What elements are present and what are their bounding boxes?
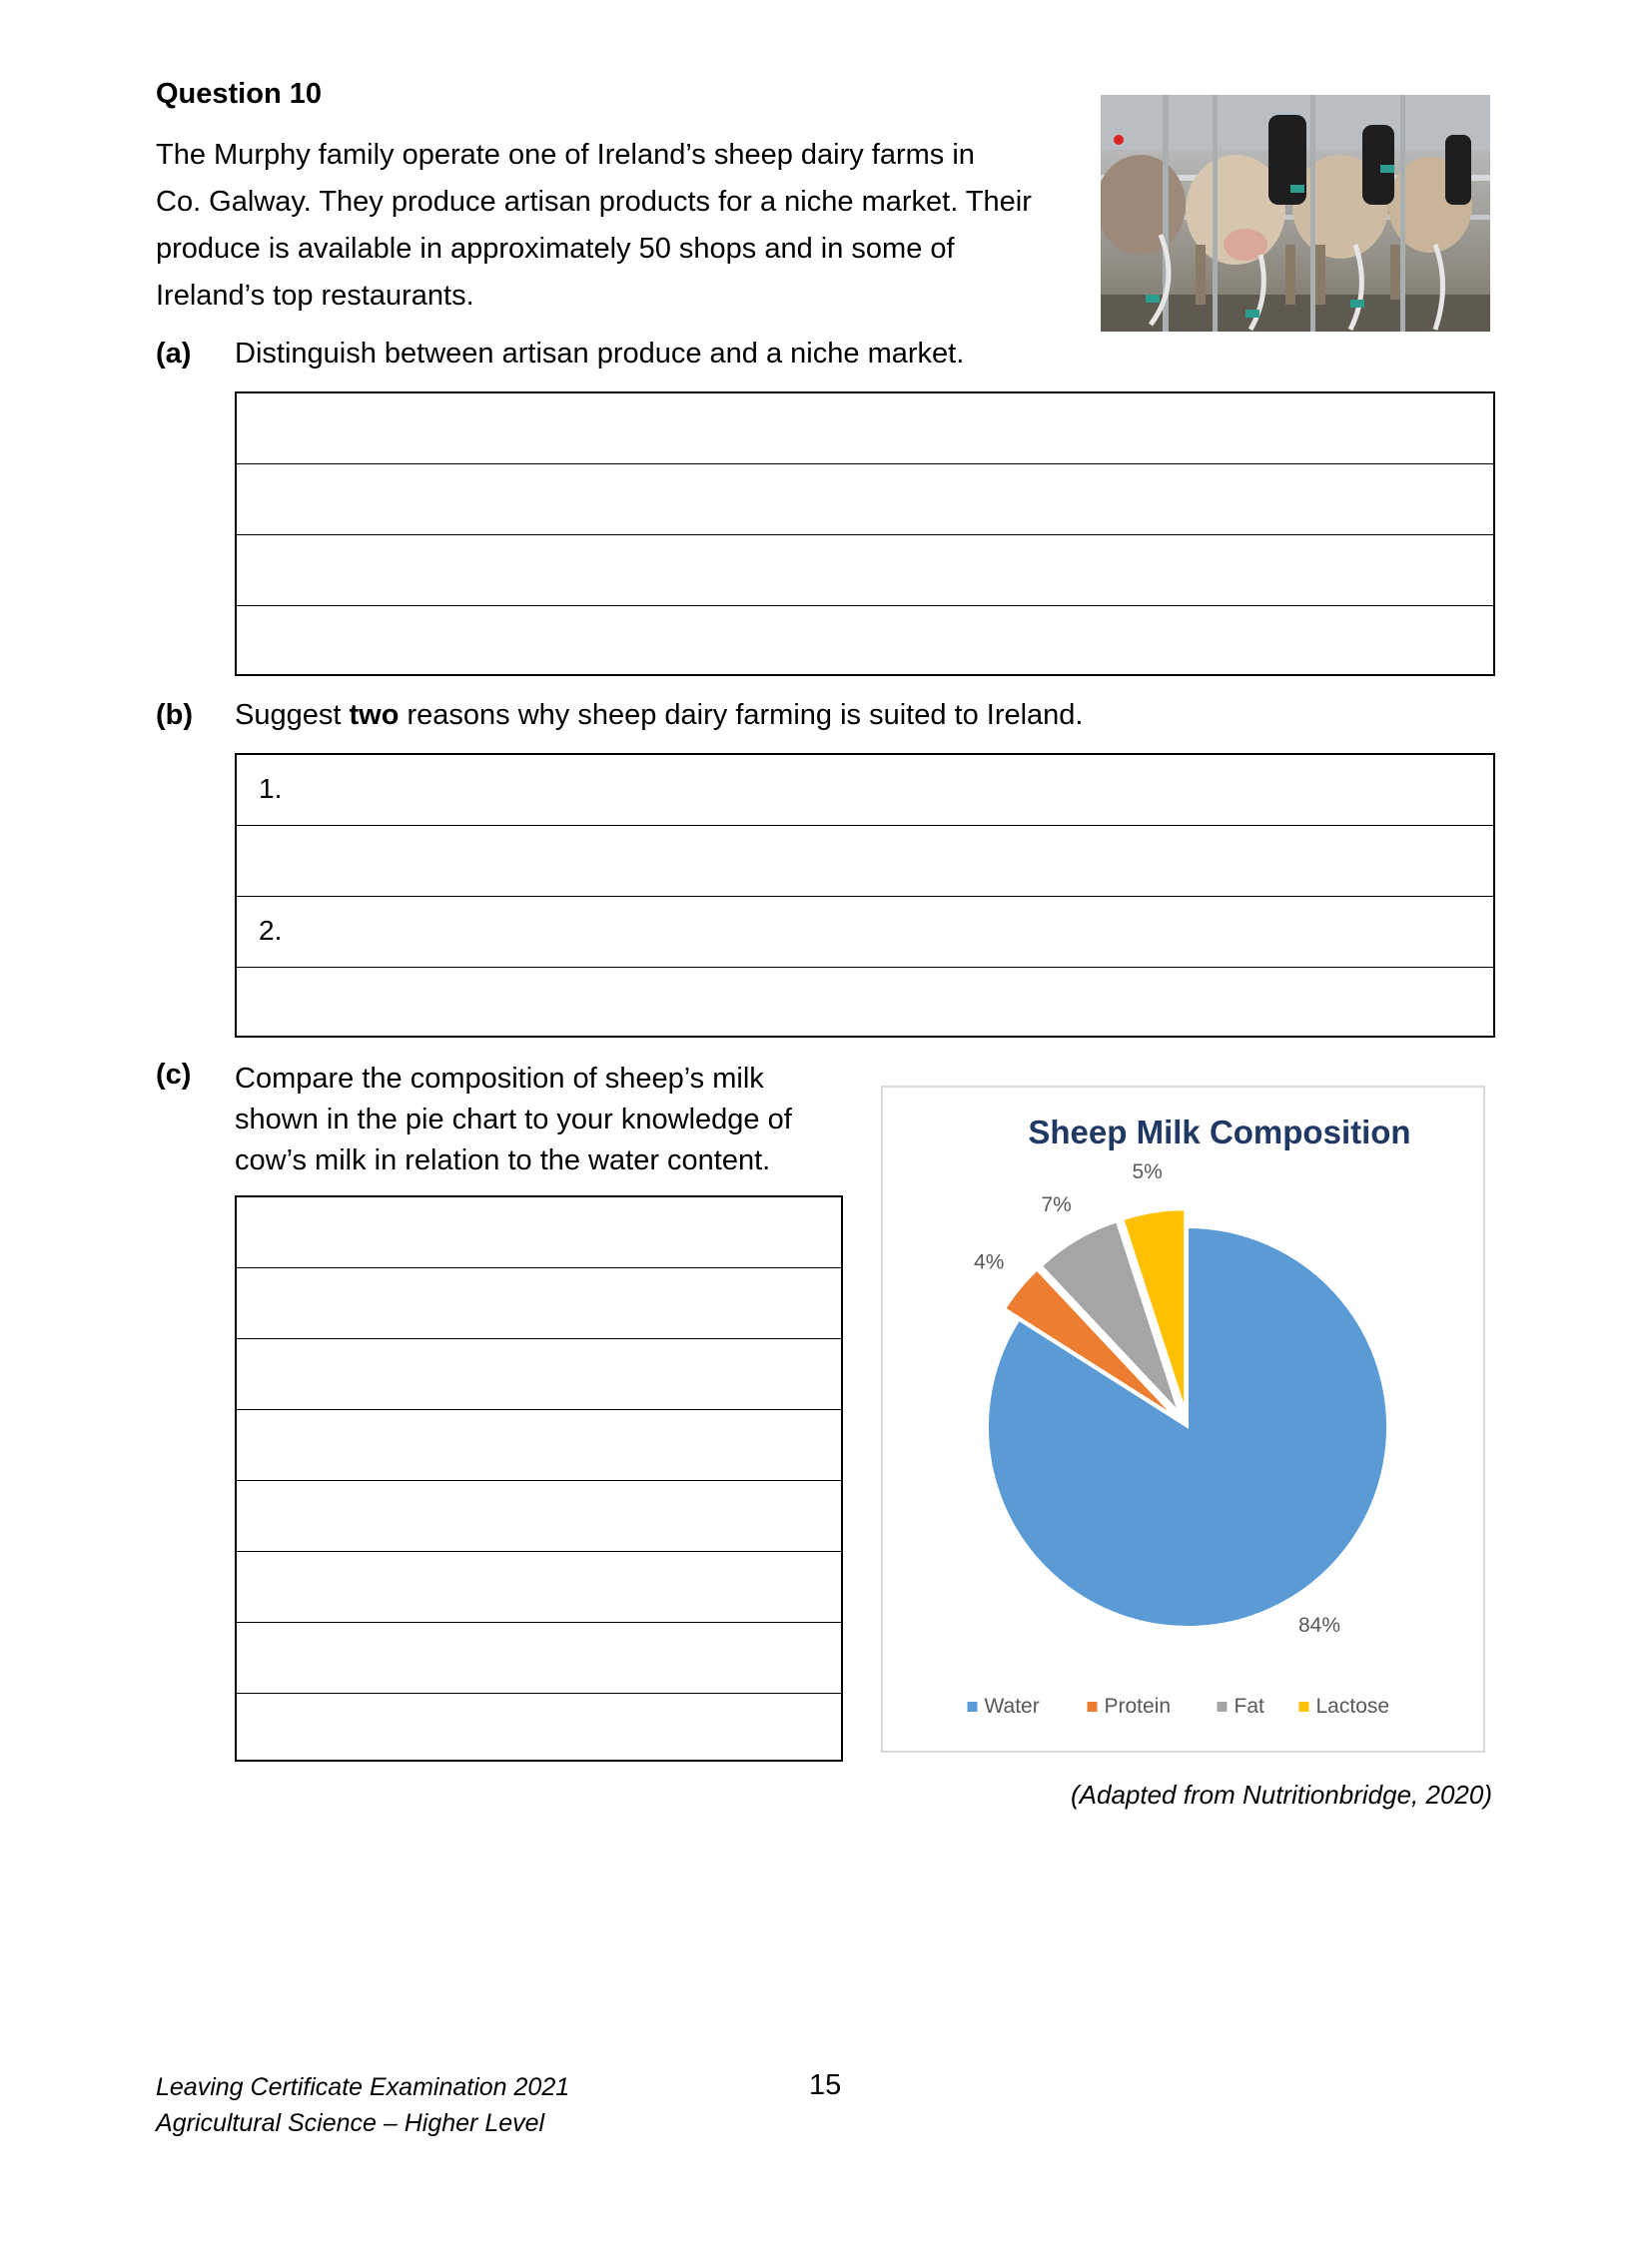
answer-line[interactable] [237, 606, 1493, 673]
legend-label-protein: Protein [1104, 1695, 1172, 1718]
answer-line[interactable] [237, 897, 1493, 968]
question-intro [156, 132, 1085, 320]
legend-label-lactose: Lactose [1315, 1695, 1390, 1718]
part-c-line: cow’s milk in relation to the water content. [235, 1144, 771, 1176]
intro-line: The Murphy family operate one of Ireland’s sheep dairy farms in [156, 139, 975, 171]
answer-number: 1. [259, 773, 283, 804]
data-label-fat: 7% [1041, 1192, 1072, 1216]
part-c-text [235, 1059, 792, 1181]
page-number: 15 [809, 2069, 842, 2101]
part-a-label: (a) [156, 338, 192, 370]
part-b-text-bold: two [349, 699, 400, 731]
legend-label-water: Water [984, 1695, 1040, 1718]
footer [156, 2069, 569, 2141]
answer-line[interactable] [237, 1481, 841, 1552]
question-title: Question 10 [156, 78, 322, 110]
answer-box-a[interactable] [235, 391, 1495, 676]
part-b-text [235, 699, 1084, 732]
pie-chart-frame [881, 1086, 1485, 1753]
source-citation: (Adapted from Nutritionbridge, 2020) [1070, 1780, 1492, 1810]
answer-line[interactable] [237, 535, 1493, 606]
part-b-label: (b) [156, 699, 194, 731]
answer-line[interactable] [237, 1339, 841, 1410]
legend-label-fat: Fat [1234, 1695, 1264, 1718]
sheep-milking-photo [1101, 95, 1490, 332]
part-b-text-start: Suggest [235, 699, 350, 731]
legend-swatch-lactose [1299, 1702, 1309, 1712]
answer-line[interactable] [237, 1410, 841, 1481]
answer-line[interactable] [237, 1694, 841, 1759]
chart-title: Sheep Milk Composition [1028, 1114, 1411, 1150]
answer-number: 2. [259, 915, 283, 946]
intro-line: Ireland’s top restaurants. [156, 280, 474, 312]
answer-line[interactable] [237, 1268, 841, 1339]
part-c-label: (c) [156, 1059, 192, 1091]
intro-line: Co. Galway. They produce artisan products for a niche market. Their [156, 186, 1032, 218]
legend-swatch-fat [1218, 1702, 1228, 1712]
part-a-text: Distinguish between artisan produce and a niche market. [235, 338, 965, 370]
part-c-line: shown in the pie chart to your knowledge of [235, 1104, 792, 1135]
answer-line[interactable] [237, 1552, 841, 1623]
pie-chart [883, 1088, 1483, 1751]
answer-line[interactable] [237, 393, 1493, 464]
data-label-protein: 4% [974, 1250, 1005, 1274]
intro-line: produce is available in approximately 50 shops and in some of [156, 233, 955, 265]
answer-line[interactable] [237, 1623, 841, 1694]
answer-line[interactable] [237, 1197, 841, 1268]
answer-line[interactable] [237, 464, 1493, 535]
part-b-text-end: reasons why sheep dairy farming is suited to Ireland. [399, 699, 1084, 731]
part-c-line: Compare the composition of sheep’s milk [235, 1063, 764, 1095]
answer-box-b[interactable] [235, 753, 1495, 1038]
answer-line[interactable] [237, 755, 1493, 826]
answer-line[interactable] [237, 968, 1493, 1035]
footer-subject: Agricultural Science – Higher Level [156, 2109, 545, 2137]
answer-line[interactable] [237, 826, 1493, 897]
answer-box-c[interactable] [235, 1195, 843, 1762]
legend-swatch-protein [1088, 1702, 1098, 1712]
data-label-lactose: 5% [1132, 1160, 1163, 1184]
legend-swatch-water [968, 1702, 978, 1712]
data-label-water: 84% [1297, 1614, 1341, 1637]
footer-exam-title: Leaving Certificate Examination 2021 [156, 2073, 570, 2101]
